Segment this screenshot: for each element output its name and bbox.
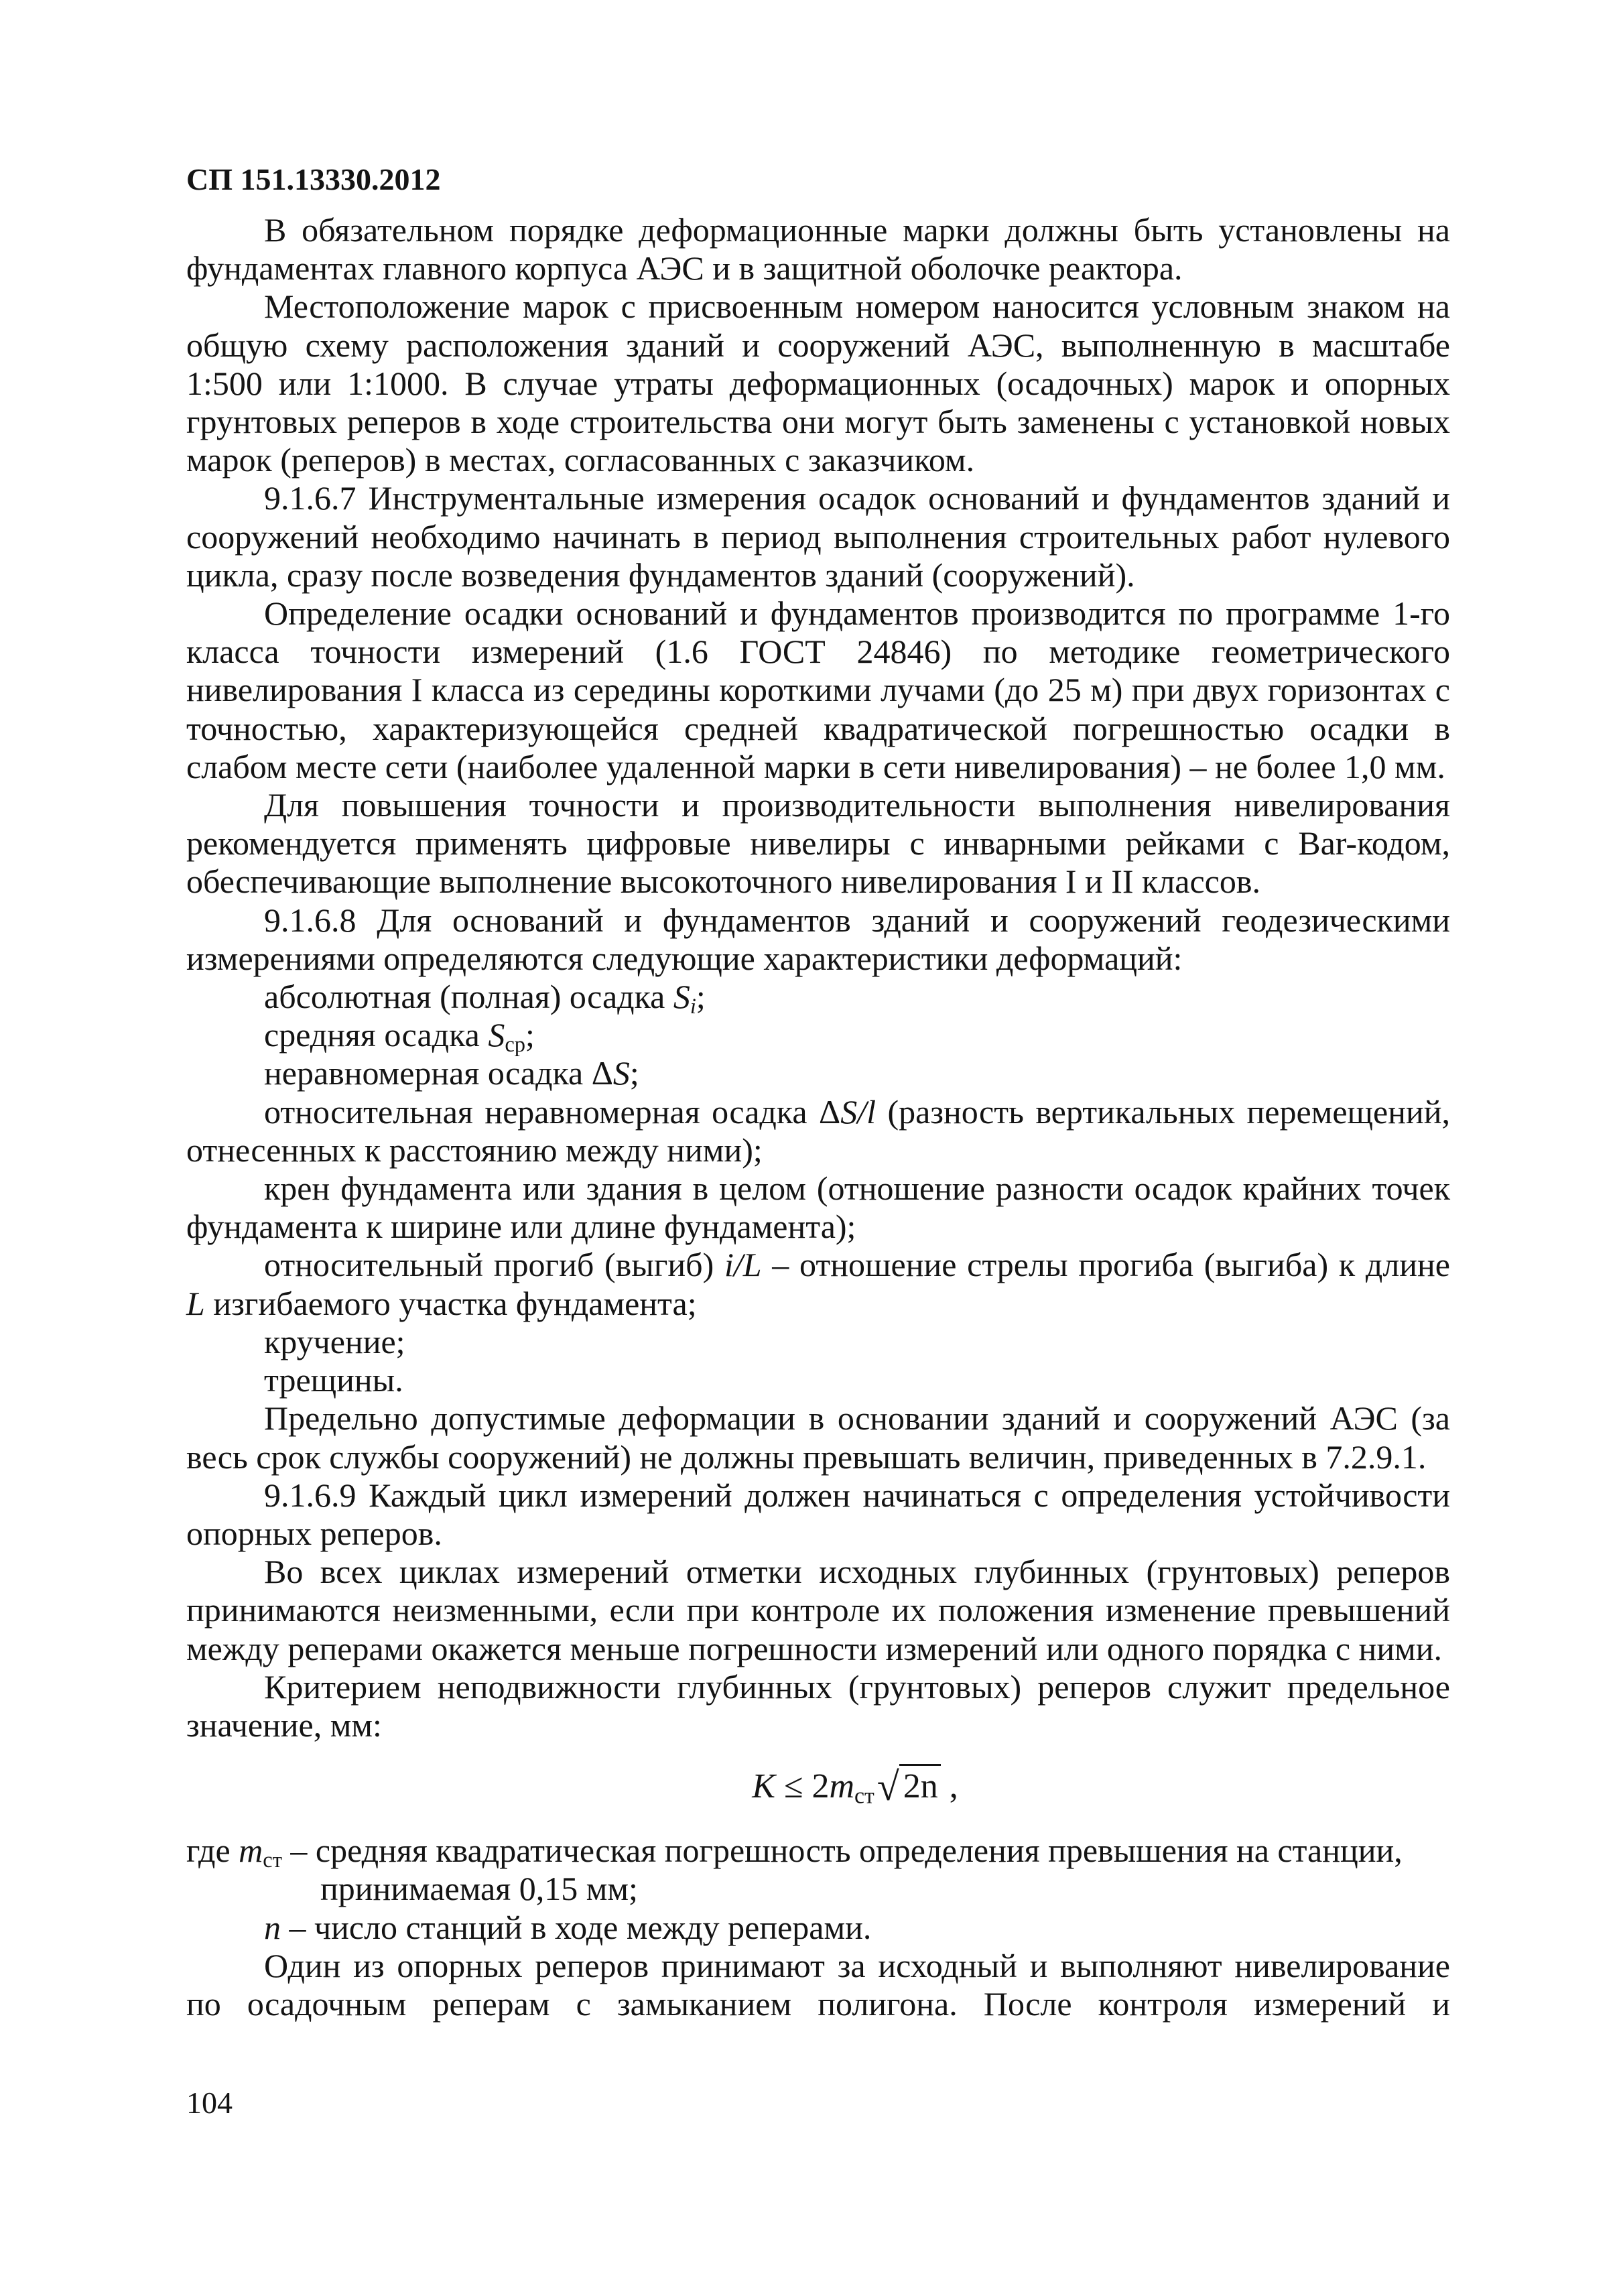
paragraph-clause-9-1-6-7: 9.1.6.7 Инструментальные измерения осадок оснований и фундаментов зданий и сооружений необходимо начинать в период выполнения строительных работ нулевого цикла, сразу после возведения фундаментов зданий (сооружений). — [186, 479, 1450, 594]
page-body — [186, 211, 1450, 2023]
formula-legend-m: где $m_{ст}$ – средняя квадратическая погрешность определения превышения на станции, — [186, 1832, 1403, 1873]
list-item-relative-uneven-settlement: относительная неравномерная осадка ΔS/l (разность вертикальных перемещений, отнесенных к расстоянию между ними); — [186, 1092, 1450, 1169]
list-item-torsion: кручение; — [264, 1322, 405, 1360]
list-item-tilt: крен фундамента или здания в целом (отношение разности осадок крайних точек фундамента к ширине или длине фундамента); — [186, 1169, 1450, 1246]
paragraph: Местоположение марок с присвоенным номером наносится условным знаком на общую схему расположения зданий и сооружений АЭС, выполненную в масштабе 1:500 или 1:1000. В случае утраты деформационных (осадочных) марок и опорных грунтовых реперов в ходе строительства они могут быть заменены с установкой новых марок (реперов) в местах, согласованных с заказчиком. — [186, 288, 1450, 479]
paragraph: Определение осадки оснований и фундаментов производится по программе 1-го класса точности измерений (1.6 ГОСТ 24846) по методике геометрического нивелирования I класса из середины короткими лучами (до 25 м) при двух горизонтах с точностью, характеризующейся средней квадратической погрешностью осадки в слабом месте сети (наиболее удаленной марки в сети нивелирования) – не более 1,0 мм. — [186, 594, 1450, 785]
list-item-uneven-settlement: неравномерная осадка ΔS; — [264, 1054, 639, 1092]
document-code-header: СП 151.13330.2012 — [186, 162, 441, 196]
paragraph: Предельно допустимые деформации в основании зданий и сооружений АЭС (за весь срок службы сооружений) не должны превышать величин, приведенных в 7.2.9.1. — [186, 1399, 1450, 1476]
stability-criterion-formula: $K \le 2m_{ст}√$ 2n , — [752, 1765, 958, 1809]
list-item-absolute-settlement: абсолютная (полная) осадка $S_i$; — [264, 978, 706, 1019]
square-root-sign: √ — [877, 1765, 899, 1809]
formula-legend-n: n – число станций в ходе между реперами. — [264, 1908, 872, 1946]
paragraph: Для повышения точности и производительности выполнения нивелирования рекомендуется применять цифровые нивелиры с инварными рейками с Bar-кодом, обеспечивающие выполнение высокоточного нивелирования I и II классов. — [186, 786, 1450, 901]
paragraph-clause-9-1-6-8: 9.1.6.8 Для оснований и фундаментов зданий и сооружений геодезическими измерениями определяются следующие характеристики деформаций: — [186, 901, 1450, 977]
paragraph: Критерием неподвижности глубинных (грунтовых) реперов служит предельное значение, мм: — [186, 1667, 1450, 1744]
paragraph: Во всех циклах измерений отметки исходных глубинных (грунтовых) реперов принимаются неизменными, если при контроле их положения изменение превышений между реперами окажется меньше погрешности измерений или одного порядка с ними. — [186, 1553, 1450, 1667]
list-item-cracks: трещины. — [264, 1361, 403, 1399]
list-item-average-settlement: средняя осадка $S_{ср}$; — [264, 1016, 535, 1058]
page-number: 104 — [186, 2086, 233, 2120]
formula-legend-m-continued: принимаемая 0,15 мм; — [320, 1870, 638, 1908]
paragraph: Один из опорных реперов принимают за исходный и выполняют нивелирование по осадочным реперам с замыканием полигона. После контроля измерений и — [186, 1946, 1450, 2023]
list-item-deflection: относительный прогиб (выгиб) i/L – отношение стрелы прогиба (выгиба) к длине L изгибаемого участка фундамента; — [186, 1246, 1450, 1322]
paragraph-clause-9-1-6-9: 9.1.6.9 Каждый цикл измерений должен начинаться с определения устойчивости опорных реперов. — [186, 1476, 1450, 1552]
paragraph: В обязательном порядке деформационные марки должны быть установлены на фундаментах главного корпуса АЭС и в защитной оболочке реактора. — [186, 211, 1450, 288]
